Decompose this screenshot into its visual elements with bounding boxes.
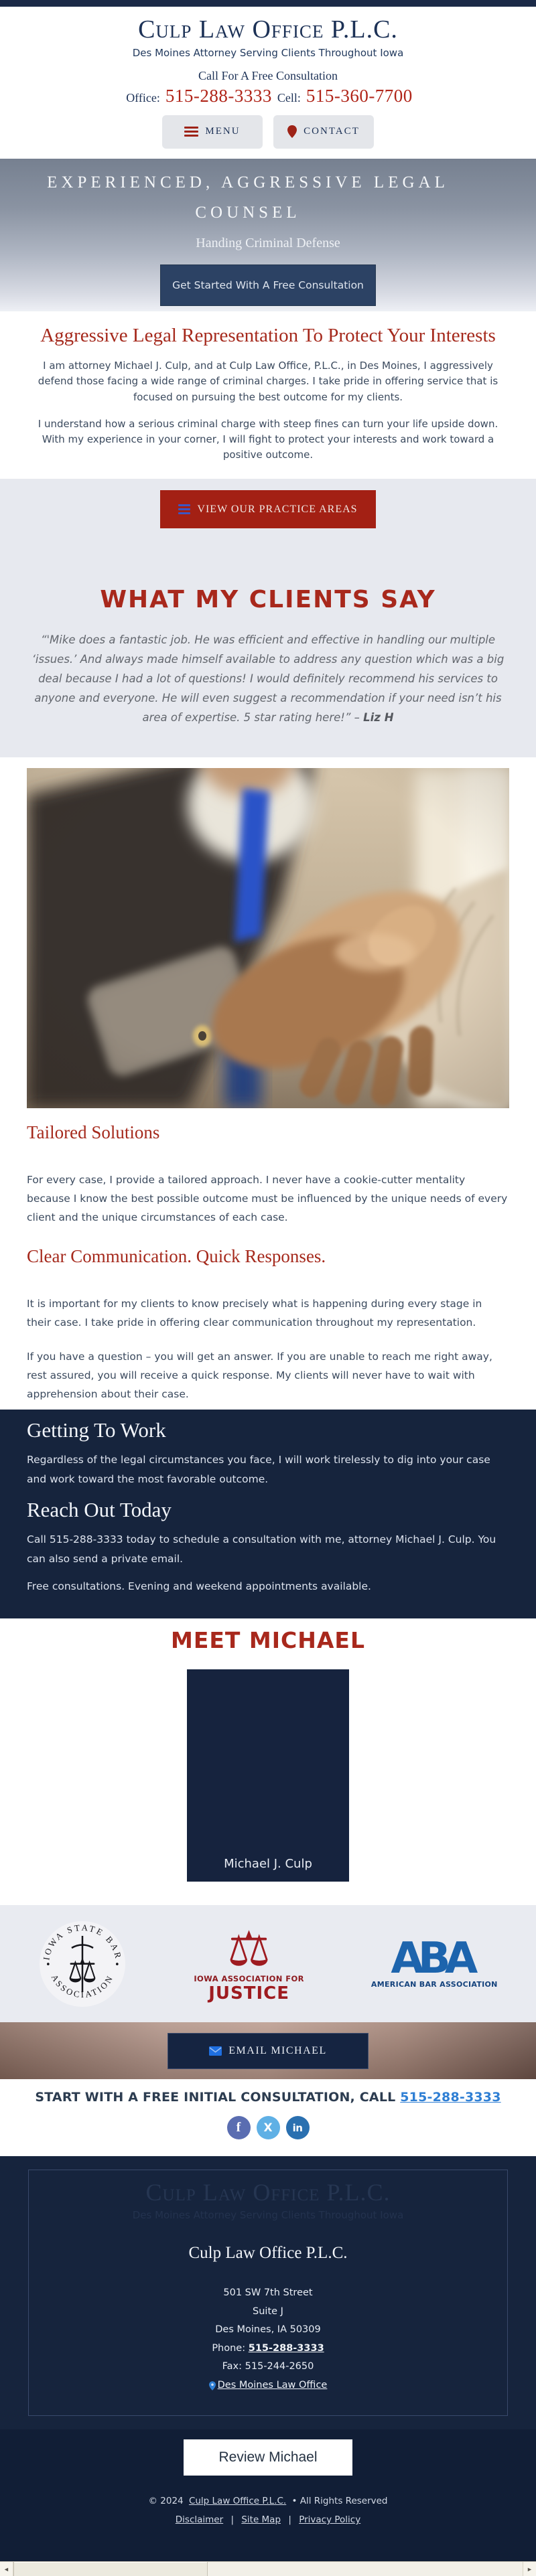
list-icon: [178, 504, 190, 514]
copyright-line: [0, 2496, 536, 2506]
footer-office-line: [29, 2376, 507, 2397]
reach-out-paragraph-2: Free consultations. Evening and weekend appointments available.: [27, 1580, 371, 1592]
getting-to-work-paragraph: Regardless of the legal circumstances you face, I will work tirelessly to dig into your case and work toward the most favorable outcome.: [27, 1454, 490, 1485]
email-michael-label: EMAIL MICHAEL: [228, 2044, 327, 2056]
iaj-caption-line1: IOWA ASSOCIATION FOR: [194, 1973, 304, 1983]
des-moines-office-link[interactable]: [209, 2376, 328, 2395]
iowa-state-bar-logo[interactable]: [38, 1920, 127, 2008]
disclaimer-link[interactable]: Disclaimer: [175, 2514, 224, 2525]
footer-contact-box: [28, 2170, 508, 2416]
copyright-firm-link[interactable]: Culp Law Office P.L.C.: [188, 2496, 287, 2506]
site-header: [0, 7, 536, 159]
testimonial-text: “'Mike does a fantastic job. He was efficient and effective in handling our multiple ‘issues.’ And always made himself available to address any question which was a big deal because I had a lot of questions! I would definitely recommend his services to anyone and everyone. He will even suggest a recommendation if your need isn’t his area of expertise. 5 star rating here!” –: [31, 633, 505, 724]
footer-phone-line: [29, 2340, 507, 2358]
consultation-text: START WITH A FREE INITIAL CONSULTATION, CALL: [35, 2090, 396, 2105]
address-line-1: 501 SW 7th Street: [223, 2287, 313, 2298]
iowa-association-for-justice-logo[interactable]: [194, 1920, 304, 2003]
tailored-paragraph: For every case, I provide a tailored approach. I never have a cookie-cutter mentality because I know the best possible outcome must be influenced by the unique needs of every client and the unique circumstances of each case.: [27, 1174, 508, 1223]
attorney-photo-caption: Michael J. Culp: [224, 1857, 312, 1871]
des-moines-office-label: Des Moines Law Office: [217, 2379, 328, 2391]
call-line: Call For A Free Consultation: [198, 68, 338, 82]
cell-phone-link[interactable]: 515-360-7700: [306, 85, 413, 106]
photo-section: [0, 757, 536, 1112]
intro-paragraph-2: I understand how a serious criminal charge with steep fines can turn your life upside down. With my experience in your corner, I will fight to protect your interests and work toward a positive outcome.: [38, 417, 498, 461]
site-subtitle: Des Moines Attorney Serving Clients Throughout Iowa: [132, 46, 404, 59]
intro-paragraph-1: I am attorney Michael J. Culp, and at Culp Law Office, P.L.C., in Des Moines, I aggressively defend those facing a wide range of criminal charges. I take pride in offering service that is focused on pursuing the best outcome for my clients.: [38, 360, 498, 403]
memberships-bar: [0, 1905, 536, 2022]
footer-fax-value: 515-244-2650: [245, 2361, 314, 2372]
footer-address: [29, 2284, 507, 2397]
free-consultation-button[interactable]: Get Started With A Free Consultation: [160, 264, 376, 306]
hero-heading: EXPERIENCED, AGGRESSIVE LEGAL COUNSEL: [47, 173, 449, 222]
horizontal-scrollbar[interactable]: [0, 2561, 536, 2576]
testimonial-attribution: Liz H: [363, 710, 394, 724]
communication-paragraph-2: If you have a question – you will get an answer. If you are unable to reach me right away, rest assured, you will receive a quick response. My clients will never have to wait with apprehension about their case.: [27, 1351, 492, 1401]
envelope-icon: [209, 2046, 222, 2056]
attorney-photo[interactable]: [187, 1669, 349, 1882]
scrollbar-thumb[interactable]: [13, 2562, 208, 2576]
consultation-phone-link[interactable]: 515-288-3333: [400, 2090, 501, 2105]
communication-paragraph-1: It is important for my clients to know precisely what is happening during every stage in their case. I take pride in offering clear communication throughout my representation.: [27, 1297, 482, 1329]
view-practice-areas-button[interactable]: [160, 490, 376, 528]
copyright-prefix: © 2024: [148, 2496, 184, 2506]
footer-firm-name: Culp Law Office P.L.C.: [188, 2244, 348, 2262]
menu-button[interactable]: [162, 115, 263, 149]
x-twitter-icon[interactable]: X: [257, 2116, 280, 2139]
linkedin-icon[interactable]: in: [286, 2116, 310, 2139]
map-pin-icon: [287, 125, 297, 138]
reach-out-heading: Reach Out Today: [27, 1498, 172, 1522]
footer-fax-label: Fax:: [222, 2361, 243, 2372]
footer-phone-label: Phone:: [212, 2342, 246, 2354]
meet-michael-heading: MEET MICHAEL: [171, 1627, 365, 1653]
tailored-heading: Tailored Solutions: [27, 1122, 160, 1142]
seal-bullet-left: •: [46, 1959, 51, 1970]
aba-caption: AMERICAN BAR ASSOCIATION: [371, 1980, 498, 1989]
intro-heading: Aggressive Legal Representation To Protect Your Interests: [40, 325, 496, 346]
handshake-photo: [27, 768, 509, 1108]
approach-section: [0, 1112, 536, 1410]
scales-of-justice-icon: ⚖: [67, 1951, 98, 1990]
getting-to-work-section: [0, 1410, 536, 1618]
link-separator: |: [230, 2514, 234, 2525]
legal-links: [0, 2514, 536, 2525]
clients-say-heading: WHAT MY CLIENTS SAY: [100, 586, 436, 613]
hero-section: [0, 159, 536, 311]
top-accent-bar: [0, 0, 536, 7]
seal-bullet-right: •: [115, 1959, 120, 1970]
footer: [0, 2156, 536, 2429]
hero-tagline: Handing Criminal Defense: [196, 236, 340, 250]
consultation-line: [0, 2090, 536, 2105]
aba-lettermark: ABA: [391, 1933, 472, 1983]
footer-phone-link[interactable]: 515-288-3333: [248, 2342, 324, 2354]
reach-out-paragraph-1: Call 515-288-3333 today to schedule a consultation with me, attorney Michael J. Culp. You can also send a private email.: [27, 1533, 496, 1566]
social-links: [0, 2116, 536, 2139]
hamburger-icon: [184, 127, 198, 137]
menu-button-label: MENU: [205, 126, 241, 137]
isba-bottom-arc-text: ASSOCIATION: [50, 1972, 116, 1999]
scroll-left-button[interactable]: ◄: [0, 2562, 13, 2576]
footer-fax-line: [29, 2358, 507, 2376]
phone-line: [0, 86, 536, 106]
email-cta-band: [0, 2022, 536, 2079]
header-buttons: [0, 115, 536, 149]
iaj-caption-line2: JUSTICE: [208, 1983, 289, 2003]
testimonial-quote: [29, 631, 507, 727]
cell-phone-label: Cell:: [277, 90, 301, 104]
scroll-right-button[interactable]: ►: [523, 2562, 536, 2576]
footer-bottom: [0, 2429, 536, 2561]
meet-michael-section: [0, 1618, 536, 1905]
scales-icon: ⚖: [227, 1920, 271, 1977]
site-map-link[interactable]: Site Map: [241, 2514, 281, 2525]
consultation-section: [0, 2079, 536, 2156]
footer-ghost-subtitle: Des Moines Attorney Serving Clients Throughout Iowa: [132, 2209, 404, 2221]
testimonial-section: [0, 479, 536, 757]
contact-button[interactable]: [273, 115, 374, 149]
map-pin-icon: [209, 2381, 216, 2391]
copyright-suffix: • All Rights Reserved: [291, 2496, 388, 2506]
communication-heading: Clear Communication. Quick Responses.: [27, 1245, 326, 1266]
review-michael-button[interactable]: Review Michael: [184, 2439, 352, 2476]
site-title: Culp Law Office P.L.C.: [138, 15, 398, 44]
privacy-policy-link[interactable]: Privacy Policy: [299, 2514, 361, 2525]
address-line-3: Des Moines, IA 50309: [215, 2324, 321, 2336]
getting-to-work-heading: Getting To Work: [27, 1418, 166, 1442]
footer-ghost-title: Culp Law Office P.L.C.: [145, 2179, 391, 2206]
view-practice-areas-label: VIEW OUR PRACTICE AREAS: [197, 503, 358, 515]
office-phone-label: Office:: [126, 90, 160, 104]
address-line-2: Suite J: [253, 2305, 283, 2317]
facebook-icon[interactable]: f: [227, 2116, 251, 2139]
american-bar-association-logo[interactable]: [371, 1933, 498, 1989]
intro-section: [0, 311, 536, 479]
email-michael-button[interactable]: [168, 2033, 368, 2069]
link-separator: |: [288, 2514, 291, 2525]
contact-button-label: CONTACT: [304, 126, 360, 137]
isba-top-arc-text: IOWA STATE BAR: [41, 1922, 125, 1961]
office-phone-link[interactable]: 515-288-3333: [165, 85, 272, 106]
